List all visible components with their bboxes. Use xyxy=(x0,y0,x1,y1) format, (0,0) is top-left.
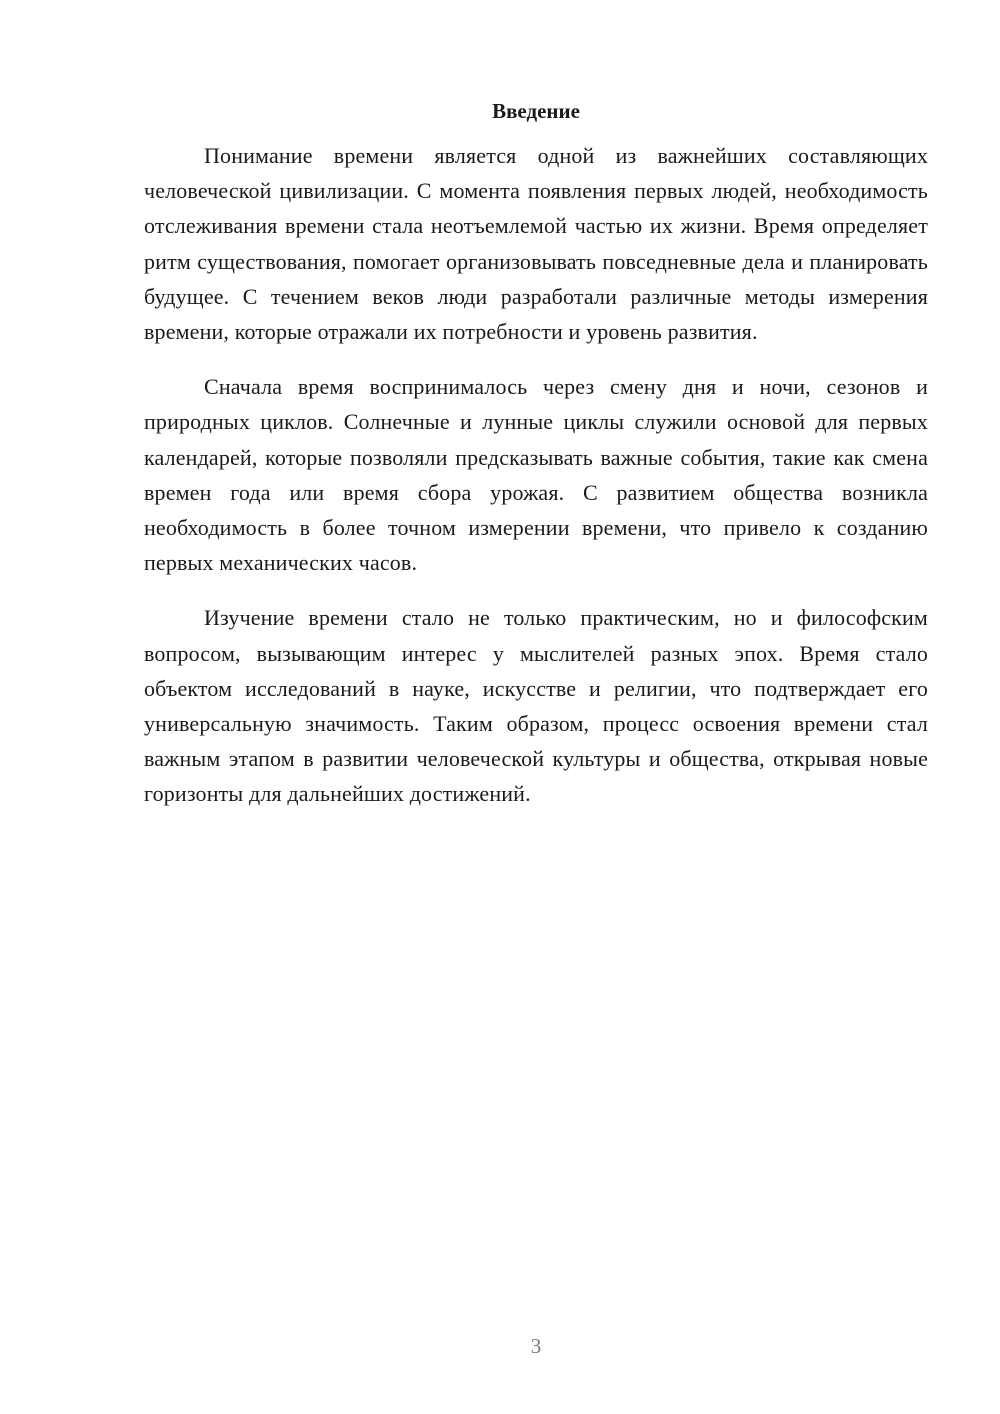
paragraph-3: Изучение времени стало не только практическим, но и философским вопросом, вызывающим интерес у мыслителей разных эпох. Время стало объектом исследований в науке, искусстве и религии, что подтверждает его универсальную значимость. Таким образом, процесс освоения времени стал важным этапом в развитии человеческой культуры и общества, открывая новые горизонты для дальнейших достижений. xyxy=(144,605,928,807)
document-body xyxy=(144,96,928,832)
page-number: 3 xyxy=(530,1334,542,1358)
section-title: Введение xyxy=(492,99,580,123)
paragraph-2: Сначала время воспринималось через смену дня и ночи, сезонов и природных циклов. Солнечные и лунные циклы служили основой для первых календарей, которые позволяли предсказывать важные события, такие как смена времен года или время сбора урожая. С развитием общества возникла необходимость в более точном измерении времени, что привело к созданию первых механических часов. xyxy=(144,374,928,576)
paragraph-1: Понимание времени является одной из важнейших составляющих человеческой цивилизации. С момента появления первых людей, необходимость отслеживания времени стала неотъемлемой частью их жизни. Время определяет ритм существования, помогает организовывать повседневные дела и планировать будущее. С течением веков люди разработали различные методы измерения времени, которые отражали их потребности и уровень развития. xyxy=(144,143,928,345)
